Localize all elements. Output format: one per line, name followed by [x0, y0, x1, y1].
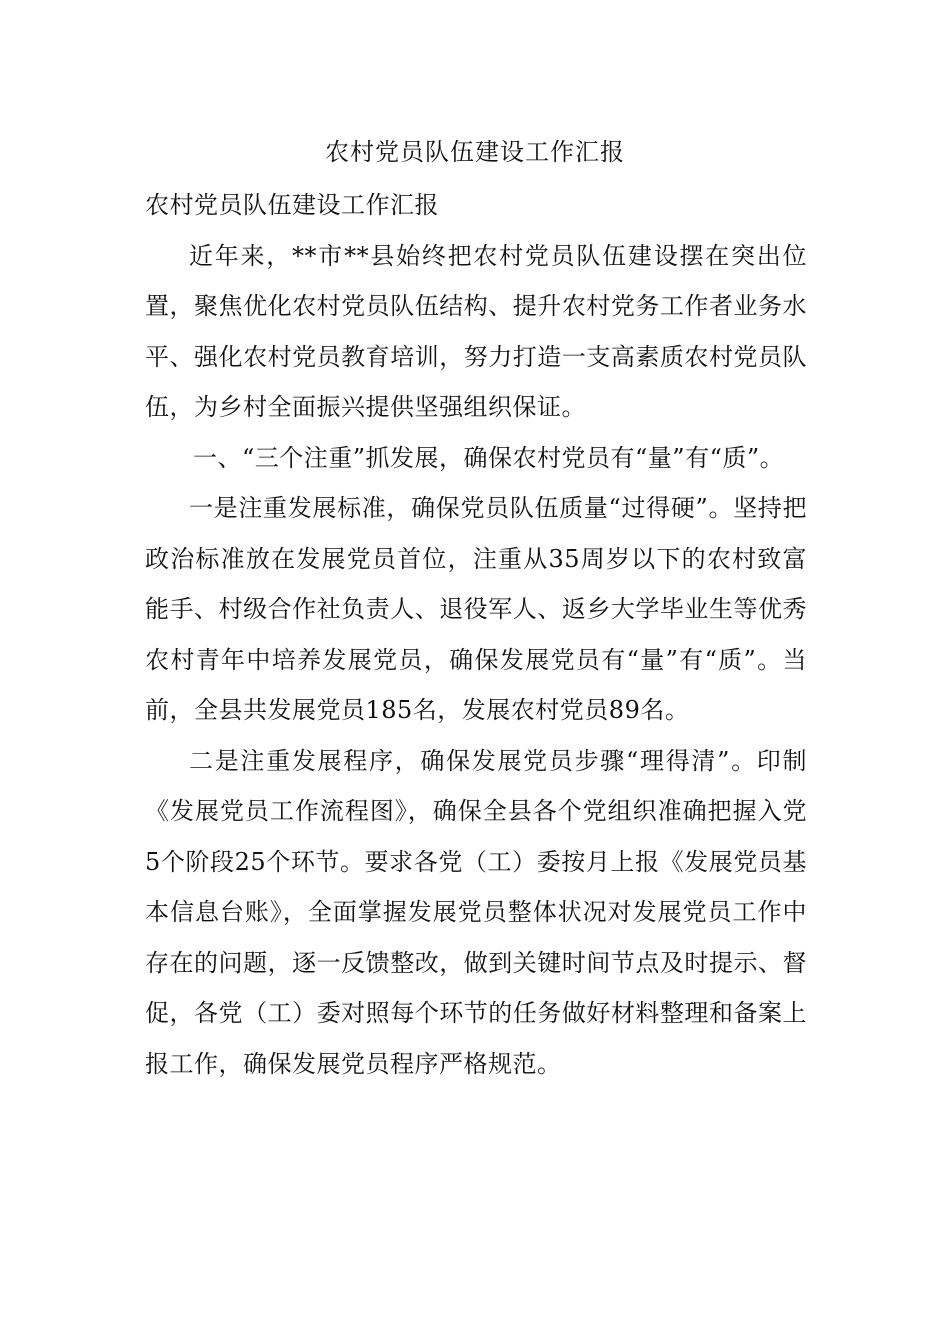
paragraph-development-standard: 一是注重发展标准，确保党员队伍质量“过得硬”。坚持把政治标准放在发展党员首位，注重从35周岁以下的农村致富能手、村级合作社负责人、退役军人、返乡大学毕业生等优秀农村青年中培养发展党员，确保发展党员有“量”有“质”。当前，全县共发展党员185名，发展农村党员89名。 [145, 494, 807, 724]
paragraph-development-procedure: 二是注重发展程序，确保发展党员步骤“理得清”。印制《发展党员工作流程图》，确保全县各个党组织准确把握入党5个阶段25个环节。要求各党（工）委按月上报《发展党员基本信息台账》，全面掌握发展党员整体状况对发展党员工作中存在的问题，逐一反馈整改，做到关键时间节点及时提示、督促，各党（工）委对照每个环节的任务做好材料整理和备案上报工作，确保发展党员程序严格规范。 [145, 746, 807, 1078]
document-body [145, 180, 807, 1089]
document-subtitle: 农村党员队伍建设工作汇报 [145, 191, 439, 219]
section-heading: 一、“三个注重”抓发展，确保农村党员有“量”有“质”。 [193, 443, 785, 472]
intro-paragraph: 近年来，**市**县始终把农村党员队伍建设摆在突出位置，聚焦优化农村党员队伍结构、提升农村党务工作者业务水平、强化农村党员教育培训，努力打造一支高素质农村党员队伍，为乡村全面振兴提供坚强组织保证。 [145, 241, 807, 421]
document-title: 农村党员队伍建设工作汇报 [325, 138, 625, 166]
